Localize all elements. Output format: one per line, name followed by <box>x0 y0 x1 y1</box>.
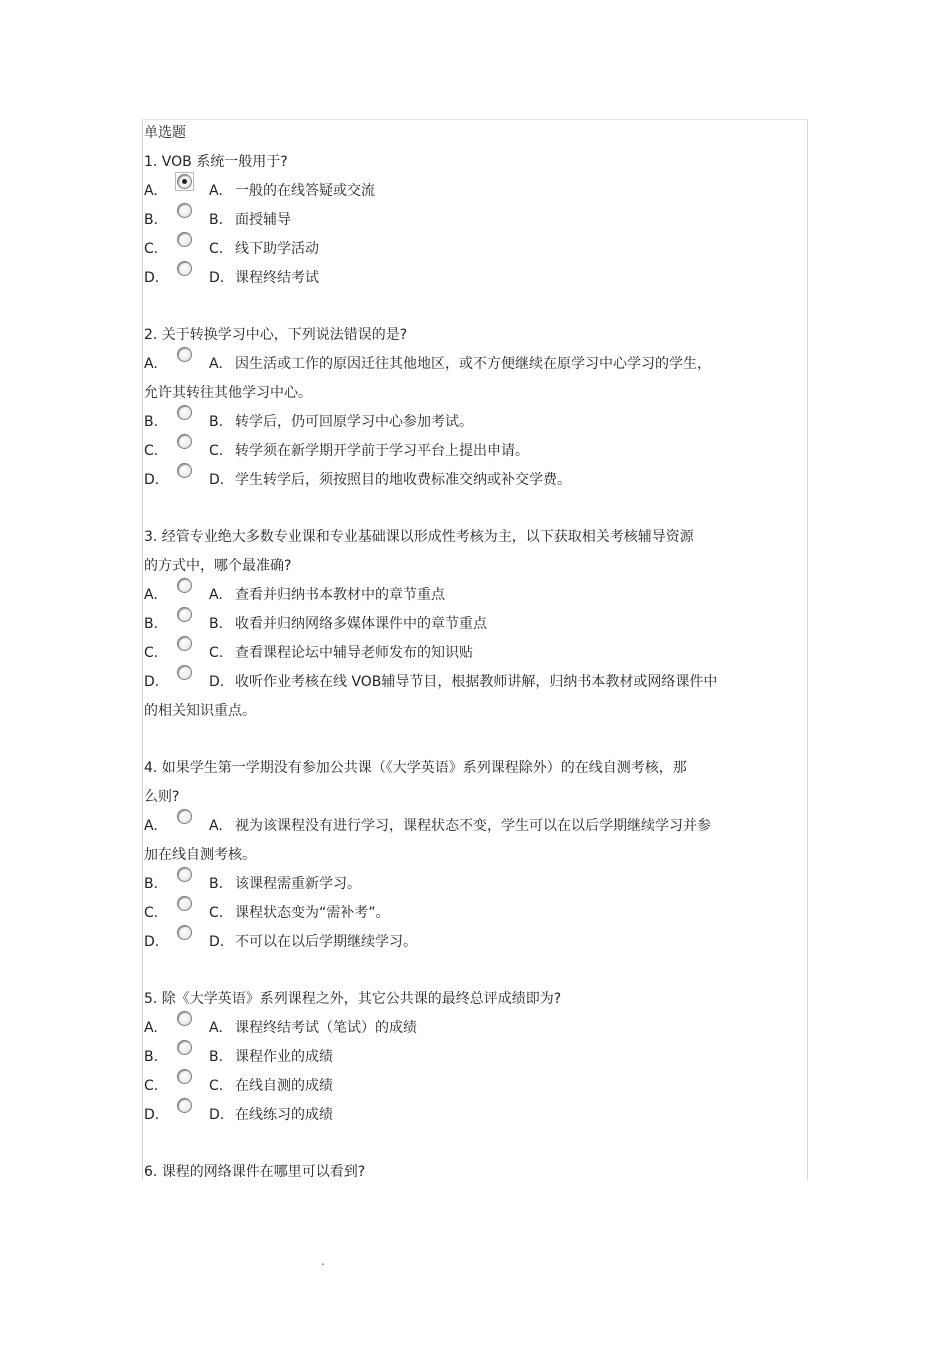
option-text: 线下助学活动 <box>235 241 319 257</box>
option-prefix: A. <box>209 183 223 199</box>
option-label <box>209 672 717 692</box>
option-letter: D. <box>144 472 160 488</box>
question-text: 2. 关于转换学习中心，下列说法错误的是? <box>144 327 408 343</box>
option-letter: B. <box>144 212 159 228</box>
option-label <box>209 441 529 461</box>
option-text: 转学后，仍可回原学习中心参加考试。 <box>235 414 473 430</box>
radio-button[interactable] <box>177 1069 192 1084</box>
radio-button[interactable] <box>177 578 192 593</box>
option-letter: A. <box>144 818 158 834</box>
option-label <box>209 614 487 634</box>
option-text-continued: 加在线自测考核。 <box>144 847 256 863</box>
option-text: 该课程需重新学习。 <box>235 876 361 892</box>
option-label <box>209 210 291 230</box>
option-prefix: C. <box>209 1078 224 1094</box>
option-text: 视为该课程没有进行学习，课程状态不变，学生可以在以后学期继续学习并参 <box>235 818 711 834</box>
option-prefix: A. <box>209 587 223 603</box>
option-text: 一般的在线答疑或交流 <box>235 183 375 199</box>
option-label <box>209 1076 333 1096</box>
option-prefix: C. <box>209 443 224 459</box>
option-prefix: C. <box>209 241 224 257</box>
option-prefix: B. <box>209 414 224 430</box>
option-label <box>209 874 361 894</box>
radio-button[interactable] <box>177 896 192 911</box>
option-prefix: D. <box>209 270 225 286</box>
option-label <box>209 354 711 374</box>
option-prefix: A. <box>209 356 223 372</box>
option-text: 收看并归纳网络多媒体课件中的章节重点 <box>235 616 487 632</box>
option-letter: B. <box>144 414 159 430</box>
question-text: 么则? <box>144 789 180 805</box>
option-letter: B. <box>144 616 159 632</box>
option-letter: C. <box>144 1078 159 1094</box>
option-letter: D. <box>144 934 160 950</box>
radio-button[interactable] <box>177 203 192 218</box>
radio-button[interactable] <box>177 867 192 882</box>
option-text: 课程终结考试（笔试）的成绩 <box>235 1020 417 1036</box>
option-letter: A. <box>144 183 158 199</box>
option-label <box>209 412 473 432</box>
option-prefix: D. <box>209 674 225 690</box>
option-text: 查看课程论坛中辅导老师发布的知识贴 <box>235 645 473 661</box>
radio-button[interactable] <box>177 607 192 622</box>
option-label <box>209 181 375 201</box>
option-label <box>209 585 445 605</box>
question-text: 4. 如果学生第一学期没有参加公共课（《大学英语》系列课程除外）的在线自测考核，那 <box>144 760 687 776</box>
radio-button[interactable] <box>177 925 192 940</box>
radio-button[interactable] <box>177 1011 192 1026</box>
question-text: 5. 除《大学英语》系列课程之外，其它公共课的最终总评成绩即为? <box>144 991 562 1007</box>
option-letter: A. <box>144 587 158 603</box>
radio-button[interactable] <box>177 809 192 824</box>
option-text: 课程状态变为“需补考”。 <box>235 905 390 921</box>
option-prefix: C. <box>209 905 224 921</box>
option-label <box>209 470 571 490</box>
option-letter: A. <box>144 1020 158 1036</box>
option-letter: D. <box>144 270 160 286</box>
option-label <box>209 1105 333 1125</box>
option-letter: C. <box>144 241 159 257</box>
option-prefix: C. <box>209 645 224 661</box>
option-prefix: B. <box>209 876 224 892</box>
option-text: 查看并归纳书本教材中的章节重点 <box>235 587 445 603</box>
option-text: 课程作业的成绩 <box>235 1049 333 1065</box>
option-text-continued: 的相关知识重点。 <box>144 703 256 719</box>
option-letter: C. <box>144 645 159 661</box>
option-prefix: D. <box>209 472 225 488</box>
radio-button[interactable] <box>177 405 192 420</box>
radio-button[interactable] <box>177 665 192 680</box>
option-letter: B. <box>144 876 159 892</box>
option-label <box>209 268 319 288</box>
option-prefix: B. <box>209 212 224 228</box>
option-letter: C. <box>144 443 159 459</box>
option-prefix: B. <box>209 1049 224 1065</box>
radio-button[interactable] <box>177 174 192 189</box>
option-prefix: B. <box>209 616 224 632</box>
option-label <box>209 1047 333 1067</box>
option-letter: D. <box>144 1107 160 1123</box>
radio-button[interactable] <box>177 434 192 449</box>
option-prefix: A. <box>209 818 223 834</box>
option-text: 转学须在新学期开学前于学习平台上提出申请。 <box>235 443 529 459</box>
page-footer-mark: . <box>321 1254 325 1268</box>
section-title: 单选题 <box>144 125 186 141</box>
option-letter: D. <box>144 674 160 690</box>
option-letter: A. <box>144 356 158 372</box>
option-prefix: A. <box>209 1020 223 1036</box>
option-text: 课程终结考试 <box>235 270 319 286</box>
option-prefix: D. <box>209 1107 225 1123</box>
option-text-continued: 允许其转往其他学习中心。 <box>144 385 312 401</box>
option-text: 学生转学后，须按照目的地收费标准交纳或补交学费。 <box>235 472 571 488</box>
option-label <box>209 1018 417 1038</box>
option-text: 不可以在以后学期继续学习。 <box>235 934 417 950</box>
question-text: 1. VOB 系统一般用于? <box>144 154 288 170</box>
option-label <box>209 903 390 923</box>
option-text: 收听作业考核在线 VOB辅导节目，根据教师讲解，归纳书本教材或网络课件中 <box>235 674 718 690</box>
option-text: 在线练习的成绩 <box>235 1107 333 1123</box>
option-prefix: D. <box>209 934 225 950</box>
radio-button[interactable] <box>177 261 192 276</box>
radio-button[interactable] <box>177 232 192 247</box>
option-letter: B. <box>144 1049 159 1065</box>
question-text: 6. 课程的网络课件在哪里可以看到? <box>144 1164 366 1180</box>
option-label <box>209 643 473 663</box>
option-letter: C. <box>144 905 159 921</box>
option-label <box>209 816 711 836</box>
radio-button[interactable] <box>177 347 192 362</box>
option-text: 在线自测的成绩 <box>235 1078 333 1094</box>
radio-button[interactable] <box>177 636 192 651</box>
question-text: 的方式中，哪个最准确? <box>144 558 292 574</box>
radio-button[interactable] <box>177 1098 192 1113</box>
radio-button[interactable] <box>177 463 192 478</box>
option-label <box>209 932 417 952</box>
question-text: 3. 经管专业绝大多数专业课和专业基础课以形成性考核为主，以下获取相关考核辅导资源 <box>144 529 694 545</box>
option-text: 因生活或工作的原因迁往其他地区，或不方便继续在原学习中心学习的学生， <box>235 356 711 372</box>
option-label <box>209 239 319 259</box>
radio-button[interactable] <box>177 1040 192 1055</box>
option-text: 面授辅导 <box>235 212 291 228</box>
